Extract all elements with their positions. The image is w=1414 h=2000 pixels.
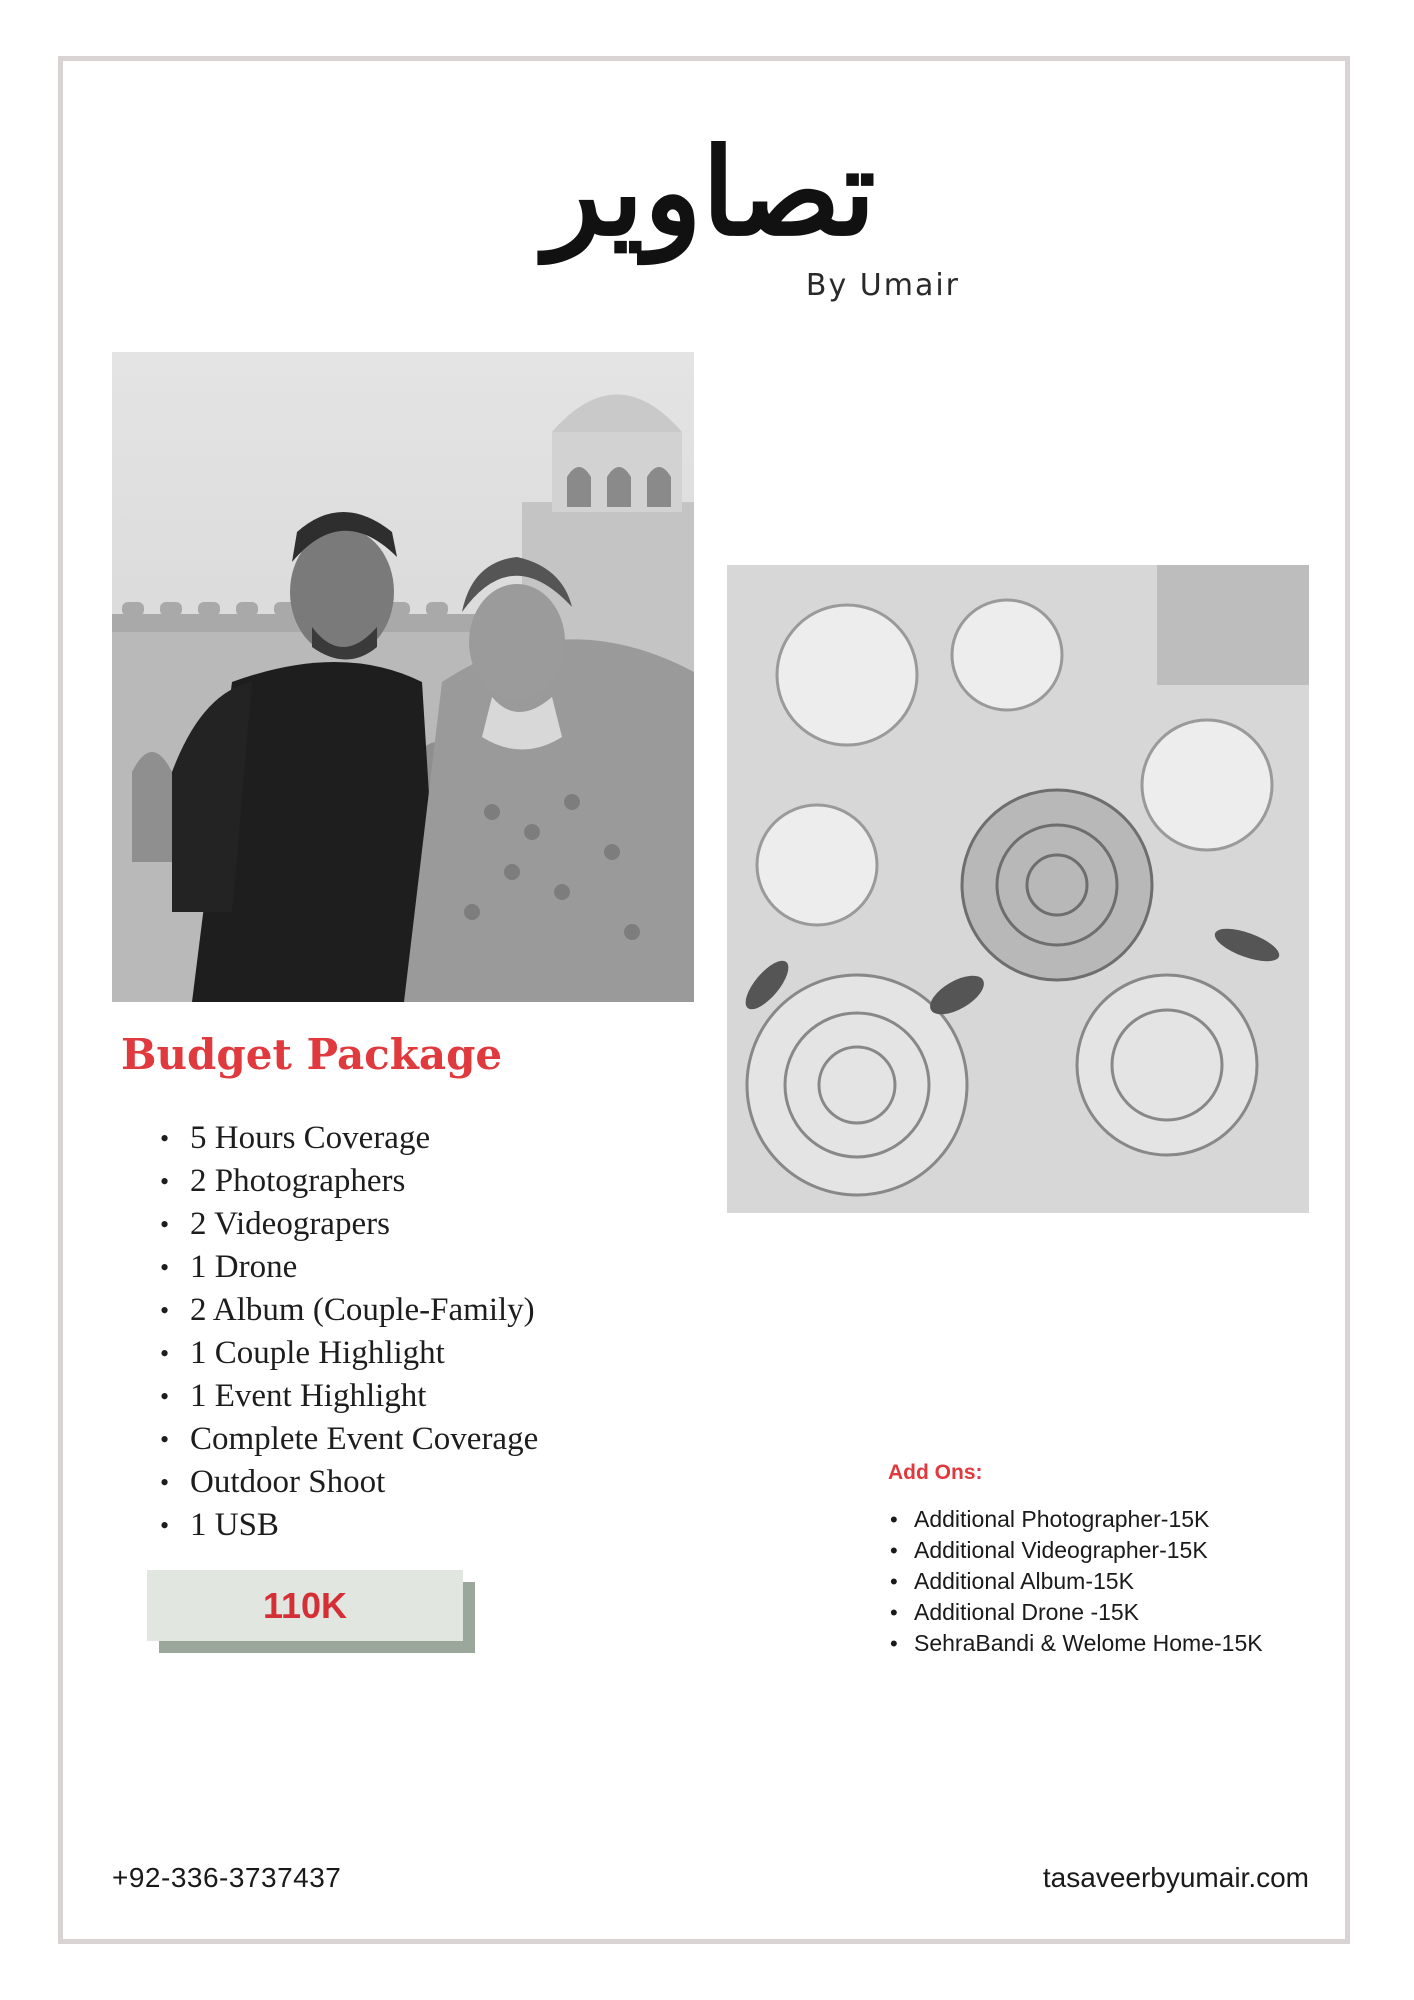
addon-item: • SehraBandi & Welome Home-15K	[888, 1628, 1263, 1659]
feature-item: • 2 Album (Couple-Family)	[160, 1289, 538, 1332]
feature-item: • 5 Hours Coverage	[160, 1117, 538, 1160]
logo-urdu-text: تصاویر	[544, 122, 876, 263]
price-box: 110K	[147, 1570, 463, 1641]
feature-item: • 1 Drone	[160, 1246, 538, 1289]
feature-item: • 1 USB	[160, 1504, 538, 1547]
addon-item: • Additional Photographer-15K	[888, 1504, 1263, 1535]
feature-item: • 1 Event Highlight	[160, 1375, 538, 1418]
brand-logo	[440, 118, 980, 308]
addon-item: • Additional Drone -15K	[888, 1597, 1263, 1628]
feature-item: • Complete Event Coverage	[160, 1418, 538, 1461]
addons-list	[888, 1504, 1263, 1659]
addons-title: Add Ons:	[888, 1461, 983, 1484]
bride-and-groom-photo	[112, 352, 694, 1002]
feature-item: • 1 Couple Highlight	[160, 1332, 538, 1375]
package-features-list	[160, 1117, 538, 1547]
website-url: tasaveerbyumair.com	[1042, 1862, 1309, 1893]
feature-item: • 2 Videograpers	[160, 1203, 538, 1246]
phone-number: +92-336-3737437	[112, 1862, 342, 1893]
feature-item: • 2 Photographers	[160, 1160, 538, 1203]
logo-tagline: By Umair	[805, 268, 960, 303]
flowers-photo	[727, 565, 1309, 1213]
addon-item: • Additional Album-15K	[888, 1566, 1263, 1597]
addon-item: • Additional Videographer-15K	[888, 1535, 1263, 1566]
feature-item: • Outdoor Shoot	[160, 1461, 538, 1504]
package-title: Budget Package	[121, 1030, 503, 1079]
